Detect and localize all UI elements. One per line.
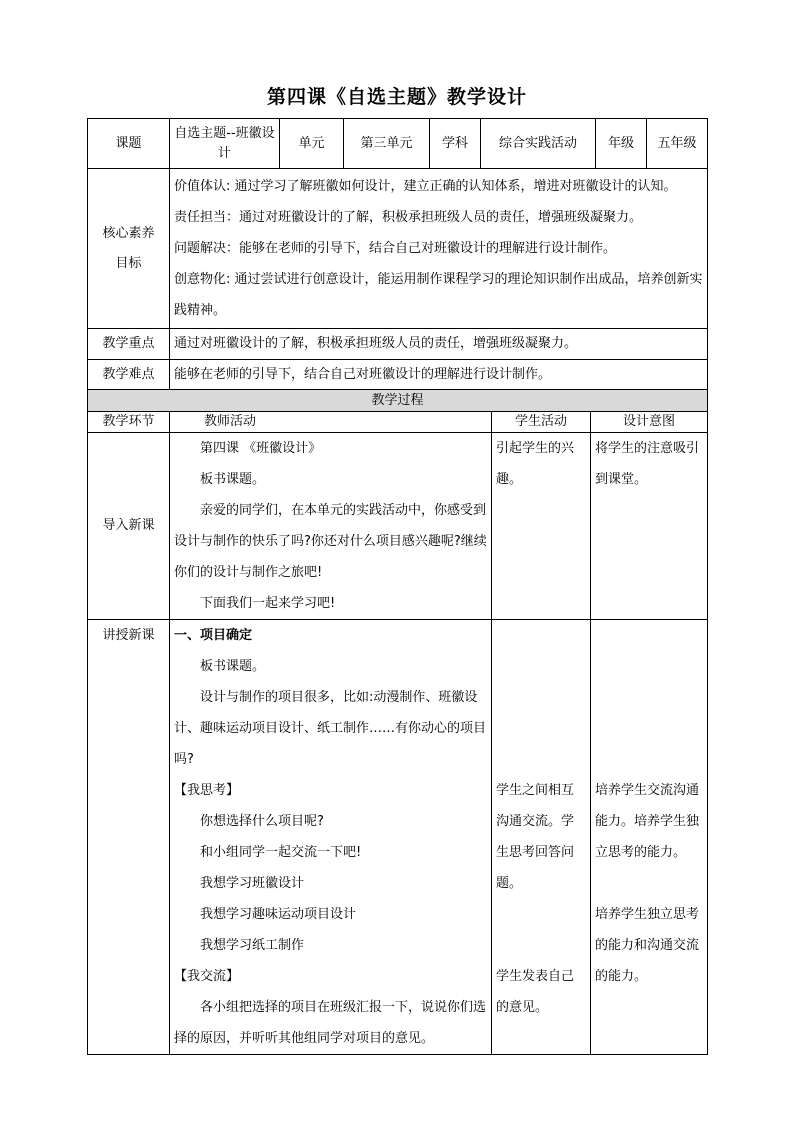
core-literacy-content — [170, 169, 708, 329]
key-point-value: 通过对班徽设计的了解，积极承担班级人员的责任，增强班级凝聚力。 — [170, 329, 708, 360]
grade-value: 五年级 — [647, 119, 708, 169]
new-lesson-student-activity — [492, 620, 591, 1055]
share-label: 【我交流】 — [174, 969, 240, 984]
difficulty-label: 教学难点 — [88, 360, 170, 391]
lesson-info-table — [87, 118, 708, 391]
document-title: 第四课《自选主题》教学设计 — [266, 86, 527, 108]
core-line: 问题解决：能够在老师的引导下，结合自己对班徽设计的理解进行设计制作。 — [174, 241, 617, 256]
key-point-label: 教学重点 — [88, 329, 170, 360]
intro-stage: 导入新课 — [88, 433, 170, 620]
core-literacy-label: 核心素养目标 — [88, 169, 170, 329]
think-label: 【我思考】 — [174, 783, 240, 798]
topic-label: 课题 — [88, 119, 170, 169]
new-lesson-design-intent — [591, 620, 708, 1055]
new-lesson-stage: 讲授新课 — [88, 620, 170, 1055]
teaching-process-table — [87, 389, 708, 1055]
intro-teacher-activity: 第四课 《班徽设计》 板书课题。 亲爱的同学们，在本单元的实践活动中，你感受到设计与制作的快乐了吗?你还对什么项目感兴趣呢?继续你们的设计与制作之旅吧! 下面我们一起来学习吧! — [170, 433, 492, 620]
intro-student-activity: 引起学生的兴趣。 — [492, 433, 591, 620]
share-student: 学生发表自己的意见。 — [496, 969, 575, 1015]
core-line: 创意物化: 通过尝试进行创意设计，能运用制作课程学习的理论知识制作出成品，培养创新实践精神。 — [174, 272, 703, 318]
new-lesson-teacher-activity: 一、项目确定 板书课题。 设计与制作的项目很多，比如:动漫制作、班徽设计、趣味运动项目设计、纸工制作……有你动心的项目吗? 【我思考】 你想选择什么项目呢? 和小组同学一起交流一下吧! 我想学习班徽设计 我想学习趣味运动项目设计 我想学习纸工制作 【我交流】 各小组把选择的项目在班级汇报一下，说说你们选择的原因，并听听其他组同学对项目的意见。 — [170, 620, 492, 1055]
col-intent-header: 设计意图 — [591, 412, 708, 433]
think-student: 学生之间相互沟通交流。学生思考回答问题。 — [496, 783, 575, 891]
core-line: 责任担当：通过对班徽设计的了解，积极承担班级人员的责任，增强班级凝聚力。 — [174, 210, 643, 225]
think-intent: 培养学生交流沟通能力。培养学生独立思考的能力。 — [595, 783, 700, 860]
process-title: 教学过程 — [88, 390, 708, 412]
difficulty-value: 能够在老师的引导下，结合自己对班徽设计的理解进行设计制作。 — [170, 360, 708, 391]
subject-label: 学科 — [430, 119, 481, 169]
share-intent: 培养学生独立思考的能力和沟通交流的能力。 — [595, 907, 700, 984]
section-heading: 一、项目确定 — [174, 628, 253, 643]
topic-value: 自选主题--班徽设计 — [170, 119, 280, 169]
col-student-header: 学生活动 — [492, 412, 591, 433]
col-stage-header: 教学环节 — [88, 412, 170, 433]
subject-value: 综合实践活动 — [481, 119, 596, 169]
unit-value: 第三单元 — [344, 119, 430, 169]
col-teacher-header: 教师活动 — [170, 412, 492, 433]
grade-label: 年级 — [596, 119, 647, 169]
unit-label: 单元 — [280, 119, 344, 169]
intro-design-intent: 将学生的注意吸引到课堂。 — [591, 433, 708, 620]
core-line: 价值体认: 通过学习了解班徽如何设计，建立正确的认知体系，增进对班徽设计的认知。 — [174, 179, 677, 194]
